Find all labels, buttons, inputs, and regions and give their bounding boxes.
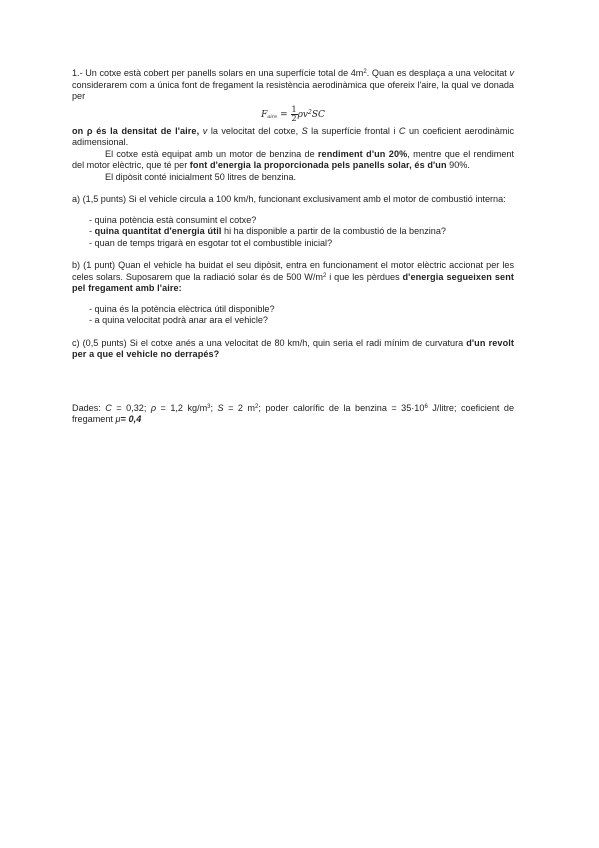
one-half-fraction: $\frac{1}{2}$ — [291, 104, 297, 123]
part-c-statement: c) (0,5 punts) Si el cotxe anés a una velocitat de 80 km/h, quin seria el radi mínim de curvatura d'un revolt per a que el vehicle no derrapés? — [72, 337, 514, 359]
drag-force-formula: $F_{aire}$ = $\frac{1}{2}$ $\rho v^2SC$ — [261, 104, 325, 123]
given-data: Dades: C = 0,32; ρ = 1,2 $kg/m^3$; S = 2 $m^2$; poder calorífic de la benzina = $35\cdot 10^6$ J/litre; coeficient de fregament μ= 0,4 — [72, 402, 515, 424]
motor-paragraph: El cotxe està equipat amb un motor de benzina de rendiment d'un 20%, mentre que el rendiment del motor elèctric, que té per font d'energia la proporcionada pels panells solar, és d'un 90%. — [72, 148, 514, 170]
list-item: - a quina velocitat podrà anar ara el vehicle? — [89, 315, 268, 325]
intro-paragraph: 1.- Un cotxe està cobert per panells solars en una superfície total de $4m^2$. Quan es desplaça a una velocitat v considerarem com a única font de fregament la resistència aerodinàmica que ofereix l'aire, la qual ve donada per — [72, 68, 514, 101]
list-item: - quina potència està consumint el cotxe? — [89, 214, 257, 225]
tank-paragraph: El dipòsit conté inicialment 50 litres de benzina. — [105, 171, 297, 182]
problem-sheet — [72, 68, 514, 426]
part-b-questions — [72, 304, 514, 327]
part-a-statement: a) (1,5 punts) Si el vehicle circula a 100 km/h, funcionant exclusivament amb el motor de combustió interna: — [72, 194, 506, 204]
part-b-statement: b) (1 punt) Quan el vehicle ha buidat el seu dipòsit, entra en funcionament el motor elèctric accionat per les celes solars. Suposarem que la radiació solar és de 500 $W/m^2$ i que les pèrdues d'energia segueixen sent pel fregament amb l'aire: — [72, 260, 514, 293]
list-item: - quina quantitat d'energia útil hi ha disponible a partir de la combustió de la benzina? — [89, 226, 446, 236]
list-item: - quina és la potència elèctrica útil disponible? — [89, 303, 275, 314]
variables-paragraph: on ρ és la densitat de l'aire, v la velocitat del cotxe, S la superfície frontal i C un coeficient aerodinàmic adimensional. — [72, 125, 515, 147]
part-a-questions — [72, 215, 514, 250]
list-item: - quan de temps trigarà en esgotar tot el combustible inicial? — [89, 237, 333, 248]
